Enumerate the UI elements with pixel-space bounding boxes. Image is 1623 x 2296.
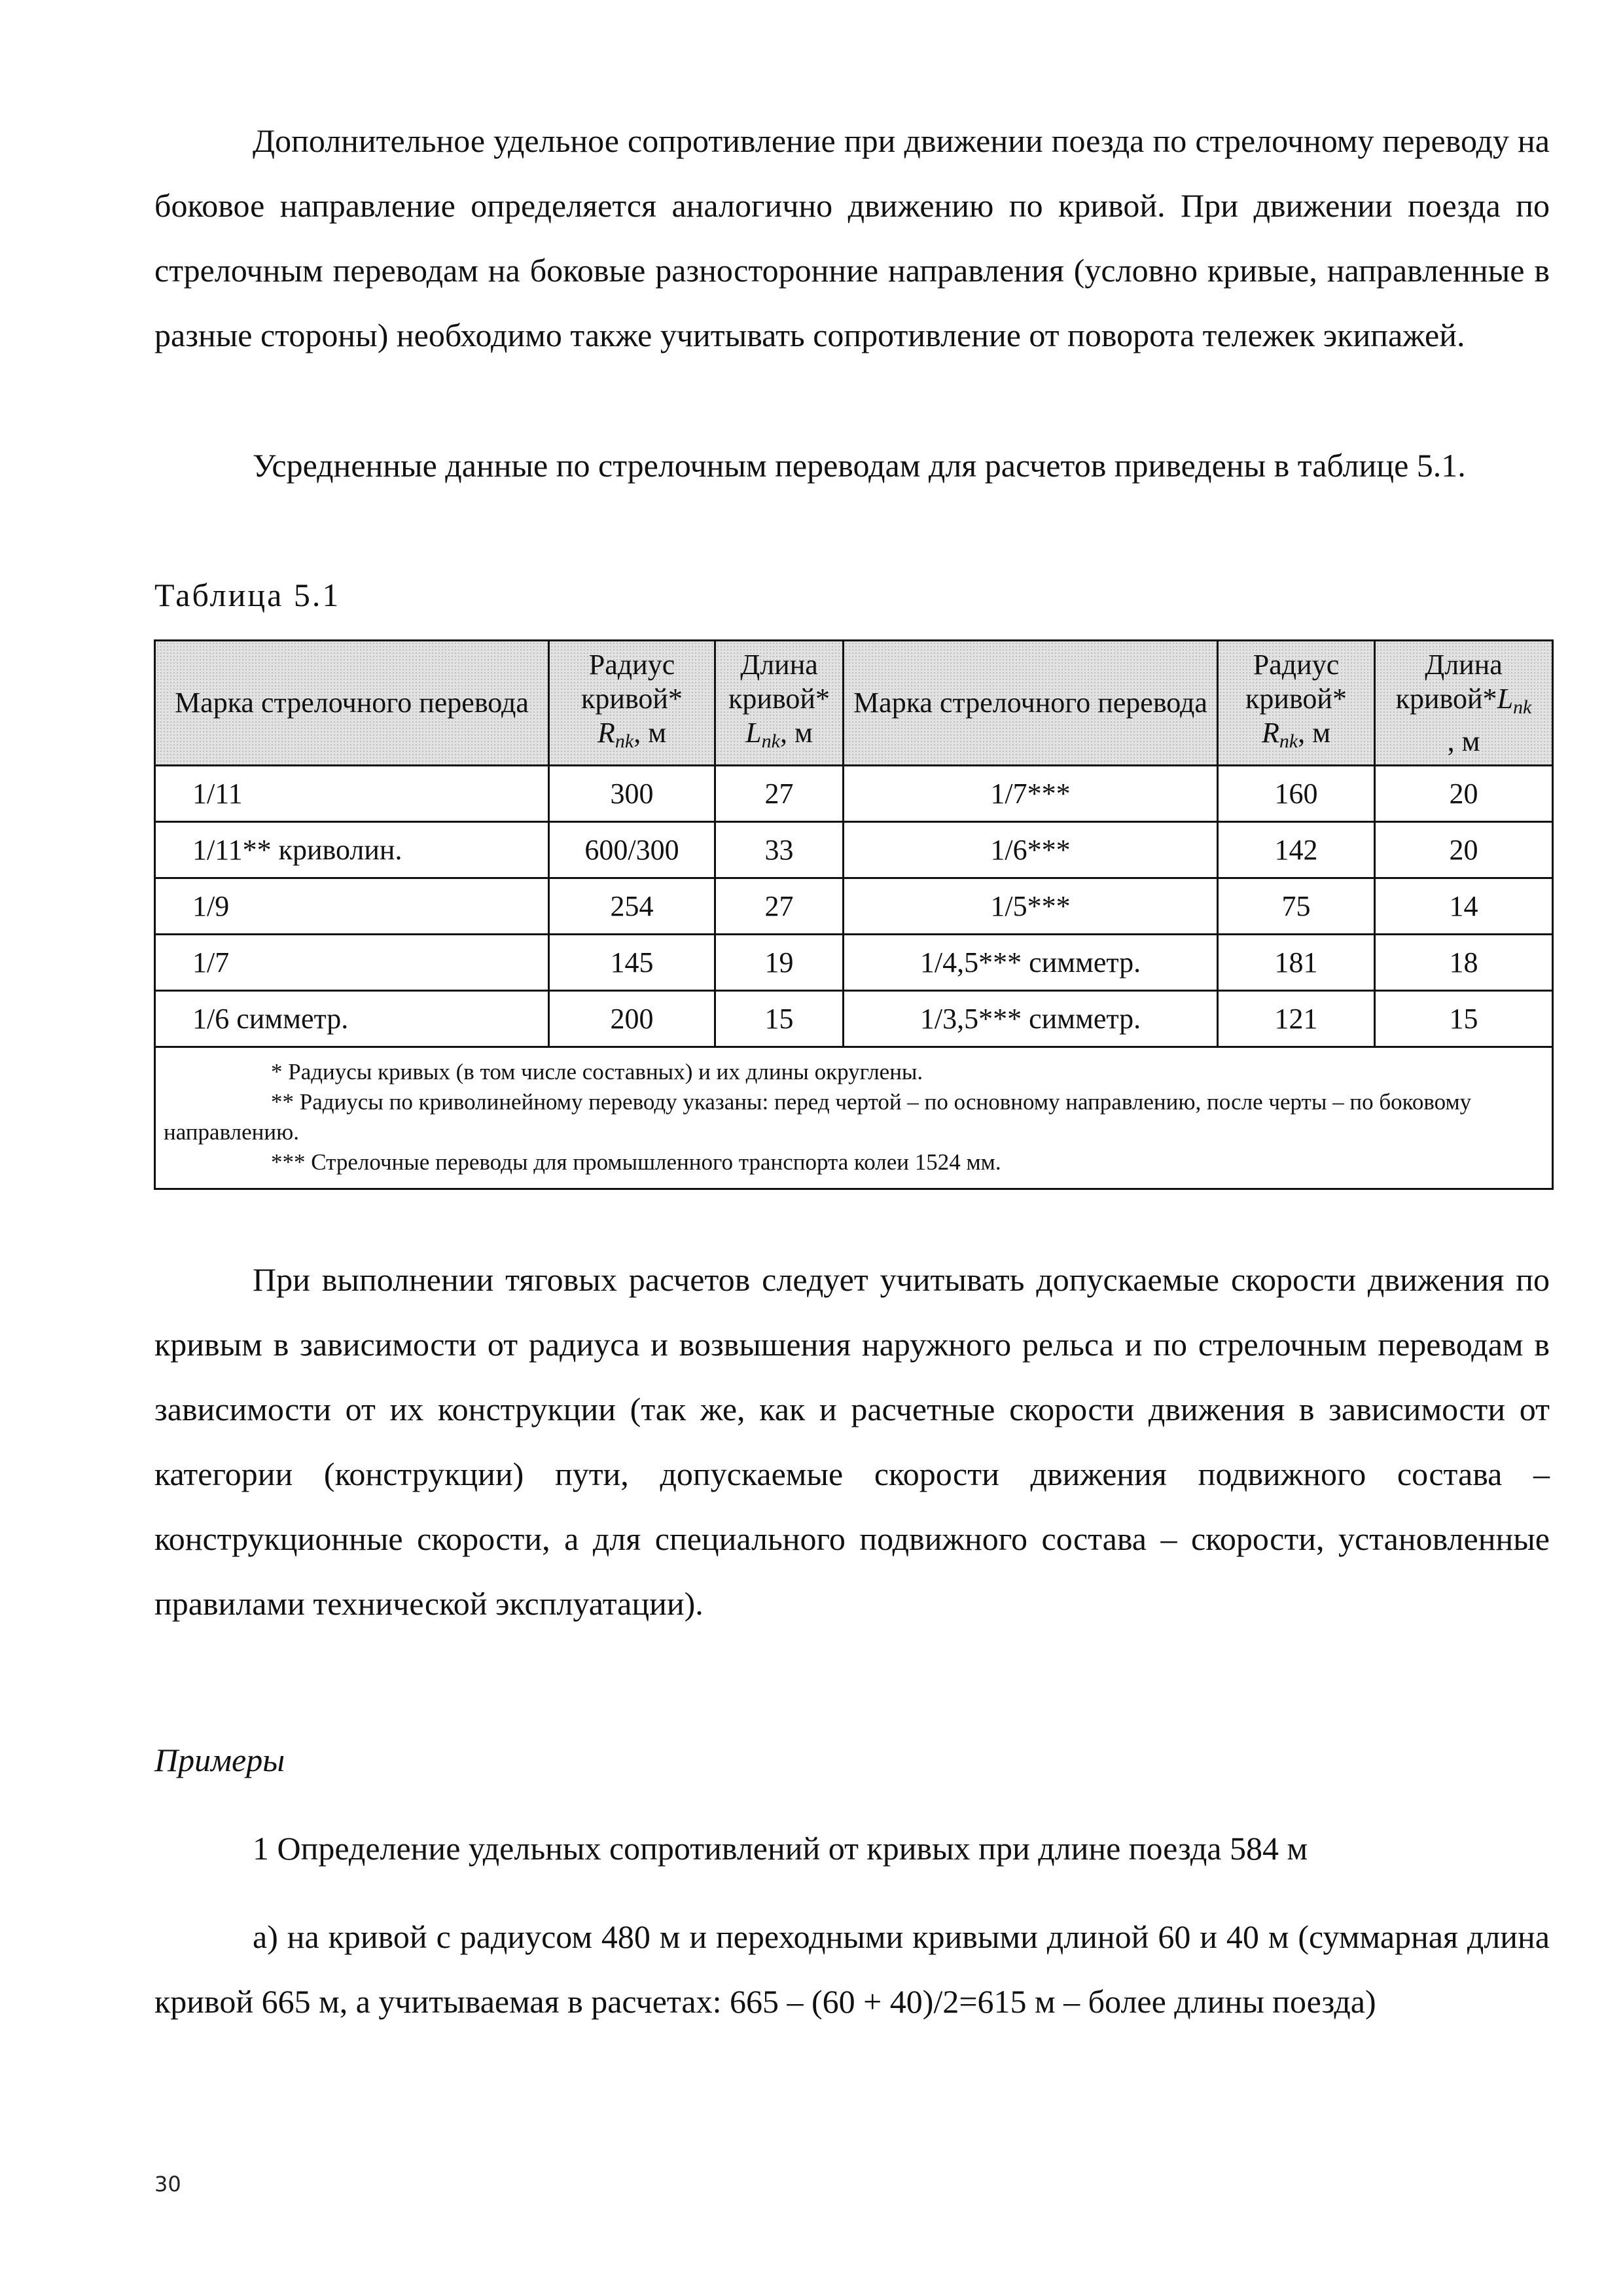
header-length-1-subscript: nk: [761, 730, 780, 752]
cell-radius-1: 300: [549, 766, 715, 822]
paragraph-switch-resistance: Дополнительное удельное сопротивление при движении поезда по стрелочному переводу на боковое направление определяется аналогично движению по кривой. При движении поезда по стрелочным переводам на боковые разносторонние направления (условно кривые, направленные в разные стороны) необходимо также учитывать сопротивление от поворота тележек экипажей.: [154, 122, 1550, 353]
cell-mark-2: 1/4,5*** симметр.: [844, 935, 1218, 991]
cell-length-2: 18: [1375, 935, 1553, 991]
header-radius-2-unit: , м: [1298, 716, 1331, 749]
note-curved-switch: ** Радиусы по криволинейному переводу указаны: перед чертой – по основному направлению, после черты – по боковому направлению.: [164, 1089, 1472, 1145]
header-mark-1: Марка стрелочного перевода: [155, 641, 549, 766]
header-length-2-unit: , м: [1447, 725, 1480, 757]
cell-mark-2: 1/5***: [844, 878, 1218, 935]
header-length-1-symbol: L: [745, 716, 762, 749]
table-notes: [155, 1047, 1553, 1189]
note-industrial-gauge: *** Стрелочные переводы для промышленного транспорта колеи 1524 мм.: [271, 1149, 1001, 1175]
cell-length-1: 15: [715, 991, 844, 1047]
cell-radius-2: 181: [1218, 935, 1375, 991]
cell-length-1: 27: [715, 766, 844, 822]
cell-radius-2: 142: [1218, 822, 1375, 878]
header-length-1-unit: , м: [779, 716, 813, 749]
note-rounding: * Радиусы кривых (в том числе составных) и их длины округлены.: [271, 1059, 923, 1085]
table-row: [155, 935, 1553, 991]
header-radius-1-text: Радиус кривой*: [581, 648, 683, 715]
cell-length-2: 15: [1375, 991, 1553, 1047]
page-number: 30: [154, 2172, 181, 2197]
cell-length-1: 33: [715, 822, 844, 878]
cell-length-2: 20: [1375, 766, 1553, 822]
cell-mark-1: 1/11: [155, 766, 549, 822]
header-length-1-text: Длина кривой*: [728, 648, 830, 715]
header-radius-1: [549, 641, 715, 766]
cell-radius-1: 200: [549, 991, 715, 1047]
cell-radius-2: 121: [1218, 991, 1375, 1047]
table-caption: Таблица 5.1: [154, 577, 341, 613]
cell-length-1: 19: [715, 935, 844, 991]
examples-heading: Примеры: [154, 1742, 285, 1778]
header-radius-1-symbol: R: [597, 716, 615, 749]
cell-length-2: 20: [1375, 822, 1553, 878]
table-row: [155, 766, 1553, 822]
table-notes-row: [155, 1047, 1553, 1189]
cell-mark-1: 1/11** криволин.: [155, 822, 549, 878]
paragraph-example-1: 1 Определение удельных сопротивлений от кривых при длине поезда 584 м: [253, 1830, 1308, 1867]
header-length-2-symbol: L: [1497, 682, 1514, 715]
header-length-2-subscript: nk: [1513, 696, 1532, 718]
cell-mark-2: 1/3,5*** симметр.: [844, 991, 1218, 1047]
header-radius-2-symbol: R: [1261, 716, 1279, 749]
cell-mark-2: 1/6***: [844, 822, 1218, 878]
cell-radius-2: 75: [1218, 878, 1375, 935]
cell-radius-1: 254: [549, 878, 715, 935]
cell-length-2: 14: [1375, 878, 1553, 935]
table-row: [155, 822, 1553, 878]
header-radius-2: [1218, 641, 1375, 766]
cell-length-1: 27: [715, 878, 844, 935]
paragraph-permitted-speeds: При выполнении тяговых расчетов следует учитывать допускаемые скорости движения по кривым в зависимости от радиуса и возвышения наружного рельса и по стрелочным переводам в зависимости от их конструкции (так же, как и расчетные скорости движения в зависимости от категории (конструкции) пути, допускаемые скорости движения подвижного состава – конструкционные скорости, а для специального подвижного состава – скорости, установленные правилами технической эксплуатации).: [154, 1261, 1550, 1622]
header-radius-2-text: Радиус кривой*: [1245, 648, 1347, 715]
cell-mark-2: 1/7***: [844, 766, 1218, 822]
header-length-1: [715, 641, 844, 766]
paragraph-table-reference: Усредненные данные по стрелочным переводам для расчетов приведены в таблице 5.1.: [253, 447, 1466, 484]
header-radius-1-unit: , м: [633, 716, 667, 749]
switch-data-table: [154, 639, 1554, 1190]
header-radius-2-subscript: nk: [1279, 730, 1298, 752]
header-length-2: [1375, 641, 1553, 766]
cell-mark-1: 1/7: [155, 935, 549, 991]
cell-radius-1: 600/300: [549, 822, 715, 878]
cell-mark-1: 1/6 симметр.: [155, 991, 549, 1047]
header-length-2-text: Длина кривой*: [1395, 648, 1503, 715]
table-row: [155, 991, 1553, 1047]
cell-mark-1: 1/9: [155, 878, 549, 935]
table-row: [155, 878, 1553, 935]
paragraph-example-1a: а) на кривой с радиусом 480 м и переходными кривыми длиной 60 и 40 м (суммарная длина кривой 665 м, а учитываемая в расчетах: 665 – (60 + 40)/2=615 м – более длины поезда): [154, 1918, 1550, 2020]
header-radius-1-subscript: nk: [615, 730, 634, 752]
header-mark-2: Марка стрелочного перевода: [844, 641, 1218, 766]
table-header-row: [155, 641, 1553, 766]
cell-radius-1: 145: [549, 935, 715, 991]
cell-radius-2: 160: [1218, 766, 1375, 822]
